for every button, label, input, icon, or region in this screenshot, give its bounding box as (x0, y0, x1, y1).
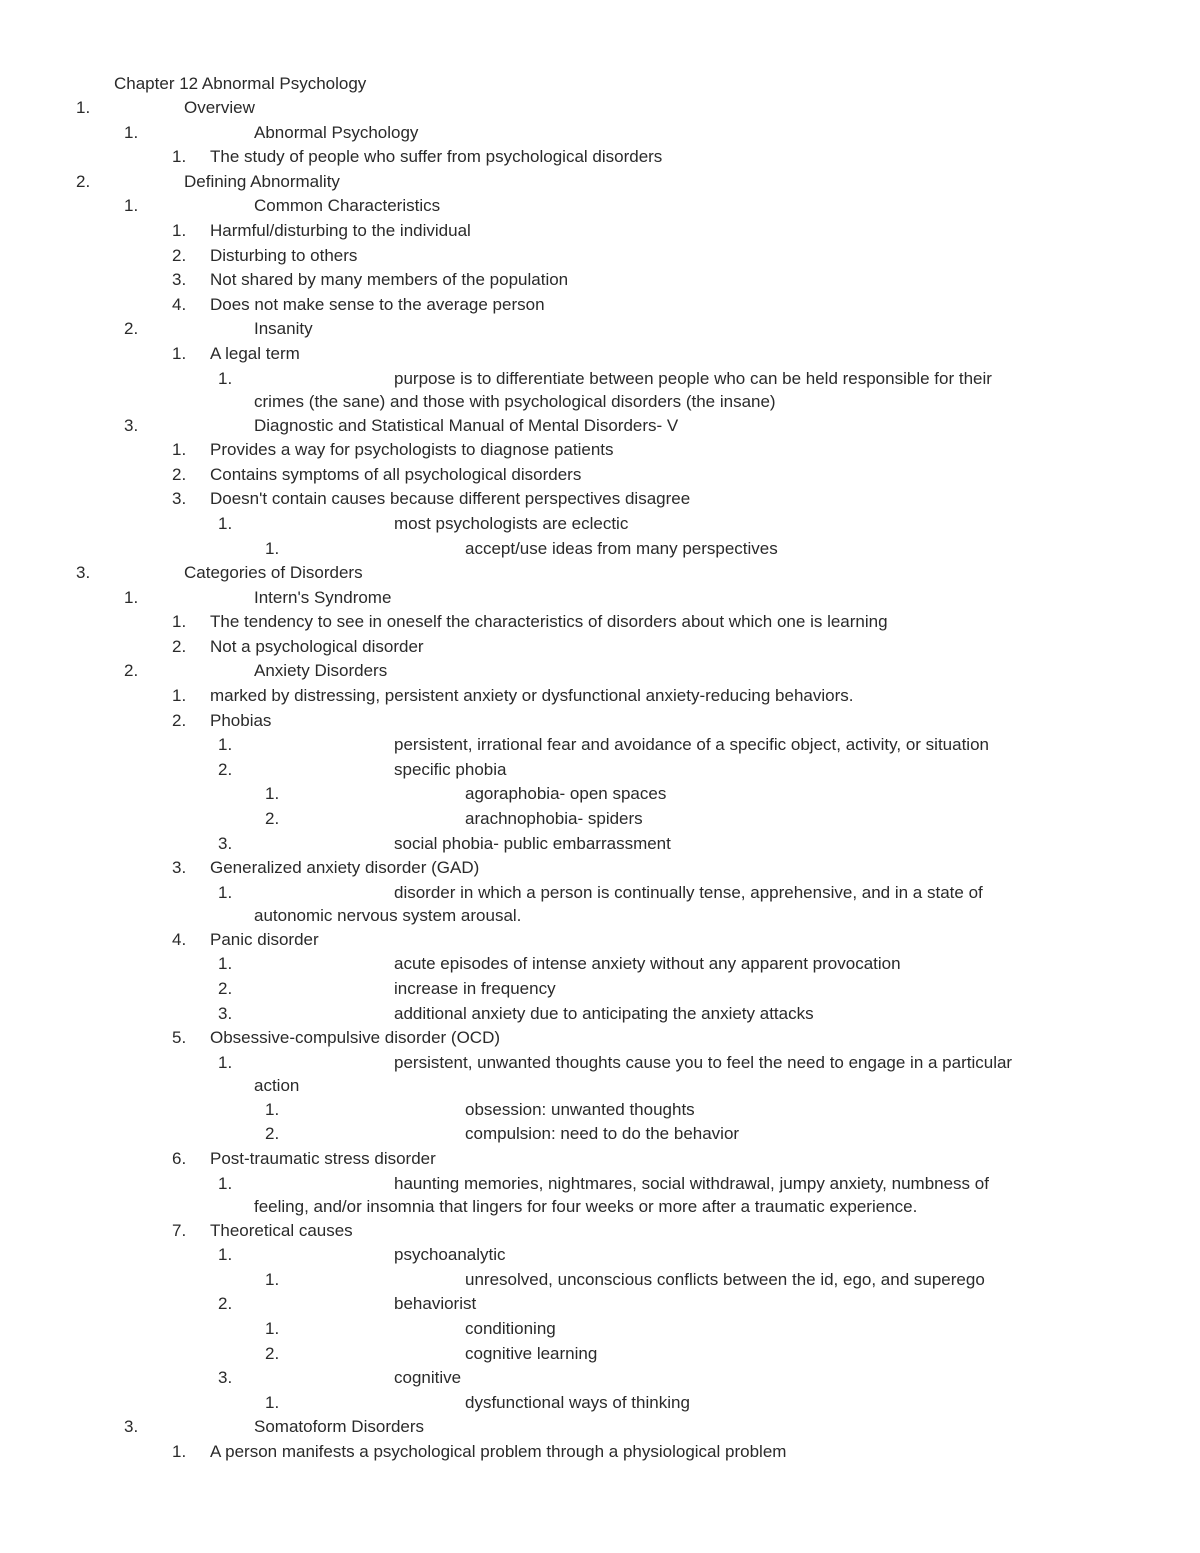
outline-item-level-4 (0, 832, 1200, 857)
item-number: 1. (265, 1392, 280, 1412)
item-number: 3. (218, 1368, 233, 1388)
item-number: 4. (172, 294, 187, 314)
item-text: behaviorist (394, 1294, 477, 1314)
outline-item-level-3 (0, 463, 1200, 488)
item-number: 1. (265, 1099, 280, 1119)
outline-item-level-3 (0, 856, 1200, 881)
outline-item-level-3 (0, 219, 1200, 244)
outline-item-level-5 (0, 1122, 1200, 1147)
outline-item-level-4 (0, 367, 1200, 414)
outline-item-level-2 (0, 659, 1200, 684)
item-number: 3. (172, 489, 187, 509)
item-text: Common Characteristics (254, 196, 441, 216)
outline-item-level-4 (0, 952, 1200, 977)
item-number: 1. (218, 368, 233, 388)
item-text: The study of people who suffer from psychological disorders (210, 147, 663, 167)
item-text: Harmful/disturbing to the individual (210, 220, 471, 240)
item-text: Categories of Disorders (184, 563, 363, 583)
item-number: 1. (172, 343, 187, 363)
outline-item-level-5 (0, 1098, 1200, 1123)
item-text: The tendency to see in oneself the characteristics of disorders about which one is learning (210, 612, 888, 632)
item-text: Phobias (210, 710, 272, 730)
item-number: 6. (172, 1148, 187, 1168)
item-number: 1. (218, 735, 233, 755)
document-title: Chapter 12 Abnormal Psychology (114, 74, 367, 93)
item-text: Overview (184, 98, 255, 117)
outline-item-level-1 (0, 561, 1200, 586)
item-text: unresolved, unconscious conflicts between the id, ego, and superego (465, 1269, 985, 1289)
item-text: Provides a way for psychologists to diagnose patients (210, 440, 614, 460)
outline-item-level-4 (0, 1366, 1200, 1391)
outline-item-level-5 (0, 1317, 1200, 1342)
item-text: conditioning (465, 1318, 556, 1338)
outline-item-level-3 (0, 1147, 1200, 1172)
item-number: 2. (172, 245, 187, 265)
outline-item-level-3 (0, 268, 1200, 293)
outline-item-level-2 (0, 121, 1200, 146)
item-text: Insanity (254, 319, 313, 339)
item-text: Intern's Syndrome (254, 587, 392, 607)
item-text: cognitive learning (465, 1343, 598, 1363)
item-text: haunting memories, nightmares, social withdrawal, jumpy anxiety, numbness of (394, 1173, 989, 1193)
item-number: 2. (265, 1343, 280, 1363)
item-number: 2. (124, 661, 139, 681)
item-number: 1. (218, 1245, 233, 1265)
item-text: Doesn't contain causes because different perspectives disagree (210, 489, 691, 509)
item-text: Theoretical causes (210, 1220, 353, 1240)
outline-item-level-4 (0, 1002, 1200, 1027)
item-text: increase in frequency (394, 979, 556, 998)
item-number: 1. (124, 587, 139, 607)
outline-item-level-2 (0, 414, 1200, 439)
item-text: disorder in which a person is continually tense, apprehensive, and in a state of (394, 882, 983, 902)
outline-item-level-5 (0, 1342, 1200, 1367)
outline-item-level-5 (0, 537, 1200, 562)
item-text: agoraphobia- open spaces (465, 784, 667, 804)
item-number: 2. (76, 171, 91, 191)
outline-item-level-2 (0, 586, 1200, 611)
outline-item-level-3 (0, 342, 1200, 367)
item-number: 1. (172, 147, 187, 167)
item-number: 3. (172, 858, 187, 878)
item-text-continued: autonomic nervous system arousal. (254, 905, 522, 925)
item-number: 1. (172, 220, 187, 240)
item-text: Not shared by many members of the population (210, 270, 569, 290)
outline-item-level-3 (0, 244, 1200, 269)
outline-item-level-2 (0, 1415, 1200, 1440)
outline-item-level-3 (0, 610, 1200, 635)
item-text-continued: crimes (the sane) and those with psychological disorders (the insane) (254, 391, 776, 411)
outline-item-level-3 (0, 635, 1200, 660)
item-text: social phobia- public embarrassment (394, 833, 671, 853)
outline-item-level-5 (0, 782, 1200, 807)
item-text: Anxiety Disorders (254, 661, 388, 681)
item-number: 1. (76, 98, 91, 117)
item-number: 3. (218, 833, 233, 853)
outline-item-level-3 (0, 487, 1200, 512)
item-text: marked by distressing, persistent anxiety or dysfunctional anxiety-reducing behaviors. (210, 686, 854, 706)
outline-item-level-4 (0, 1051, 1200, 1098)
item-text: compulsion: need to do the behavior (465, 1124, 740, 1144)
item-text: Generalized anxiety disorder (GAD) (210, 858, 480, 878)
item-text: psychoanalytic (394, 1245, 506, 1265)
outline-item-level-5 (0, 807, 1200, 832)
outline-item-level-4 (0, 1292, 1200, 1317)
item-number: 1. (218, 513, 233, 533)
item-number: 1. (265, 1269, 280, 1289)
item-text: A legal term (210, 343, 300, 363)
outline-item-level-4 (0, 1172, 1200, 1219)
item-number: 3. (124, 415, 139, 435)
item-number: 3. (124, 1417, 139, 1437)
item-number: 1. (218, 954, 233, 974)
item-number: 3. (218, 1003, 233, 1023)
item-text: purpose is to differentiate between people who can be held responsible for their (394, 368, 992, 388)
item-text: persistent, unwanted thoughts cause you to feel the need to engage in a particular (394, 1052, 1013, 1072)
item-text: dysfunctional ways of thinking (465, 1392, 690, 1412)
outline-item-level-5 (0, 1391, 1200, 1416)
item-number: 3. (172, 270, 187, 290)
item-number: 2. (172, 710, 187, 730)
item-number: 1. (265, 538, 280, 558)
item-number: 1. (172, 686, 187, 706)
item-text: most psychologists are eclectic (394, 513, 629, 533)
outline-item-level-3 (0, 438, 1200, 463)
item-number: 4. (172, 929, 187, 949)
item-number: 3. (76, 563, 91, 583)
item-number: 1. (265, 1318, 280, 1338)
item-number: 2. (172, 464, 187, 484)
outline-item-level-3 (0, 145, 1200, 170)
outline-item-level-3 (0, 928, 1200, 953)
item-number: 7. (172, 1220, 187, 1240)
outline-item-level-4 (0, 512, 1200, 537)
item-text: cognitive (394, 1368, 462, 1388)
item-number: 2. (172, 636, 187, 656)
item-number: 1. (124, 122, 139, 142)
item-number: 1. (172, 1441, 187, 1461)
outline-item-level-3 (0, 1219, 1200, 1244)
item-text: obsession: unwanted thoughts (465, 1099, 695, 1119)
item-text: Contains symptoms of all psychological disorders (210, 464, 582, 484)
item-text: Disturbing to others (210, 245, 358, 265)
outline-item-level-2 (0, 194, 1200, 219)
item-text: Diagnostic and Statistical Manual of Mental Disorders- V (254, 415, 679, 435)
item-number: 2. (265, 809, 280, 829)
outline-item-level-5 (0, 1268, 1200, 1293)
item-text-continued: action (254, 1075, 300, 1095)
item-number: 2. (218, 759, 233, 779)
item-number: 1. (218, 1173, 233, 1193)
item-text: Abnormal Psychology (254, 122, 419, 142)
item-number: 1. (172, 612, 187, 632)
item-text: acute episodes of intense anxiety without any apparent provocation (394, 954, 901, 974)
item-text-continued: feeling, and/or insomnia that lingers for four weeks or more after a traumatic experience. (254, 1196, 918, 1216)
item-number: 1. (218, 882, 233, 902)
outline-item-level-4 (0, 733, 1200, 758)
outline-item-level-2 (0, 317, 1200, 342)
outline-item-level-4 (0, 1243, 1200, 1268)
item-text: Defining Abnormality (184, 171, 340, 191)
outline-item-level-4 (0, 881, 1200, 928)
item-text: A person manifests a psychological problem through a physiological problem (210, 1441, 787, 1461)
outline-item-level-4 (0, 758, 1200, 783)
item-text: Post-traumatic stress disorder (210, 1148, 436, 1168)
item-number: 2. (124, 319, 139, 339)
outline-item-level-3 (0, 684, 1200, 709)
outline-item-level-3 (0, 1440, 1200, 1465)
item-text: persistent, irrational fear and avoidance of a specific object, activity, or situation (394, 735, 989, 755)
item-number: 5. (172, 1028, 187, 1048)
outline-item-level-3 (0, 709, 1200, 734)
item-text: Obsessive-compulsive disorder (OCD) (210, 1028, 501, 1048)
item-number: 2. (218, 1294, 233, 1314)
item-text: additional anxiety due to anticipating the anxiety attacks (394, 1003, 814, 1023)
item-text: Somatoform Disorders (254, 1417, 425, 1437)
item-number: 1. (172, 440, 187, 460)
item-number: 2. (218, 979, 233, 998)
item-number: 1. (218, 1052, 233, 1072)
item-text: Panic disorder (210, 929, 319, 949)
outline-item-level-1 (0, 170, 1200, 195)
item-number: 1. (124, 196, 139, 216)
outline-item-level-4 (0, 977, 1200, 1002)
item-text: arachnophobia- spiders (465, 809, 643, 829)
item-text: Not a psychological disorder (210, 636, 424, 656)
item-number: 1. (265, 784, 280, 804)
item-text: Does not make sense to the average person (210, 294, 545, 314)
item-text: accept/use ideas from many perspectives (465, 538, 778, 558)
outline-item-level-3 (0, 293, 1200, 318)
outline-item-level-1 (0, 96, 1200, 121)
outline-list (0, 96, 1200, 1465)
item-number: 2. (265, 1124, 280, 1144)
item-text: specific phobia (394, 759, 507, 779)
outline-item-level-3 (0, 1026, 1200, 1051)
